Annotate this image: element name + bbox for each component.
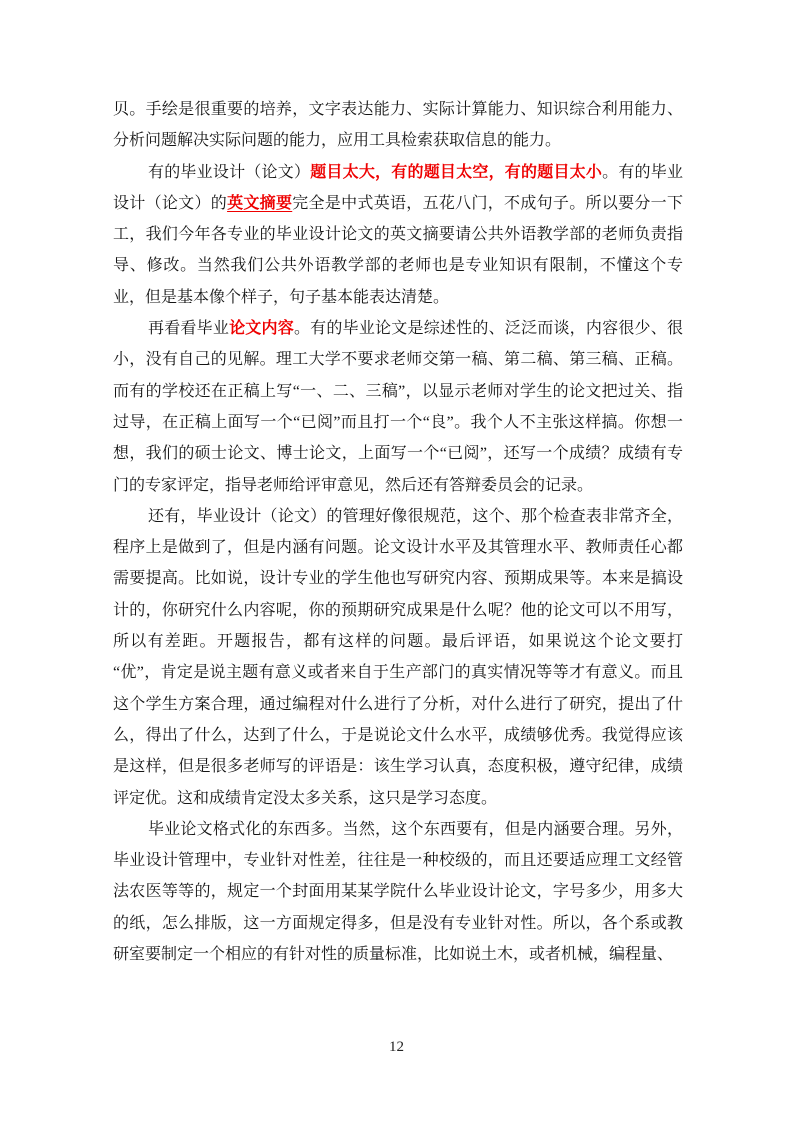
text-segment: 贝。手绘是很重要的培养，文字表达能力、实际计算能力、知识综合利用能力、分析问题解决实际问题的能力，应用工具检索获取信息的能力。 (113, 101, 683, 150)
text-segment: 毕业论文格式化的东西多。当然，这个东西要有，但是内涵要合理。另外，毕业设计管理中，专业针对性差，往往是一种校级的，而且还要适应理工文经管法农医等等的，规定一个封面用某某学院什么毕业设计论文，字号多少，用多大的纸，怎么排版，这一方面规定得多，但是没有专业针对性。所以，各个系或教研室要制定一个相应的有针对性的质量标准，比如说土木，或者机械，编程量、 (113, 820, 683, 964)
page-number: 12 (389, 1039, 404, 1055)
paragraph (113, 814, 683, 970)
red-highlight-segment: 英文摘要 (227, 194, 293, 212)
paragraph (113, 313, 683, 501)
text-segment: 有的毕业设计（论文） (148, 163, 311, 181)
red-highlight-segment: 论文内容 (229, 320, 294, 338)
text-segment: 。有的毕业论文是综述性的、泛泛而谈，内容很少、很小，没有自己的见解。理工大学不要求老师交第一稿、第二稿、第三稿、正稿。而有的学校还在正稿上写“一、二、三稿”，以显示老师对学生的论文把过关、指过导，在正稿上面写一个“已阅”而且打一个“良”。我个人不主张这样搞。你想一想，我们的硕士论文、博士论文，上面写一个“已阅”，还写一个成绩？成绩有专门的专家评定，指导老师给评审意见，然后还有答辩委员会的记录。 (113, 320, 683, 494)
paragraph (113, 157, 683, 313)
paragraph (113, 94, 683, 157)
paragraph (113, 501, 683, 814)
text-segment: 完全是中式英语，五花八门，不成句子。所以要分一下工，我们今年各专业的毕业设计论文的英文摘要请公共外语教学部的老师负责指导、修改。当然我们公共外语教学部的老师也是专业知识有限制，不懂这个专业，但是基本像个样子，句子基本能表达清楚。 (113, 194, 683, 306)
red-highlight-segment: 题目太大，有的题目太空，有的题目太小 (310, 163, 603, 181)
document-body (113, 94, 683, 970)
text-segment: 。有的毕业设计（论文）的 (113, 163, 683, 212)
text-segment: 再看看毕业 (148, 320, 230, 338)
text-segment: 还有，毕业设计（论文）的管理好像很规范，这个、那个检查表非常齐全，程序上是做到了，但是内涵有问题。论文设计水平及其管理水平、教师责任心都需要提高。比如说，设计专业的学生他也写研究内容、预期成果等。本来是搞设计的，你研究什么内容呢，你的预期研究成果是什么呢？他的论文可以不用写，所以有差距。开题报告，都有这样的问题。最后评语，如果说这个论文要打“优”，肯定是说主题有意义或者来自于生产部门的真实情况等等才有意义。而且这个学生方案合理，通过编程对什么进行了分析，对什么进行了研究，提出了什么，得出了什么，达到了什么，于是说论文什么水平，成绩够优秀。我觉得应该是这样，但是很多老师写的评语是：该生学习认真，态度积极，遵守纪律，成绩评定优。这和成绩肯定没太多关系，这只是学习态度。 (113, 507, 683, 807)
